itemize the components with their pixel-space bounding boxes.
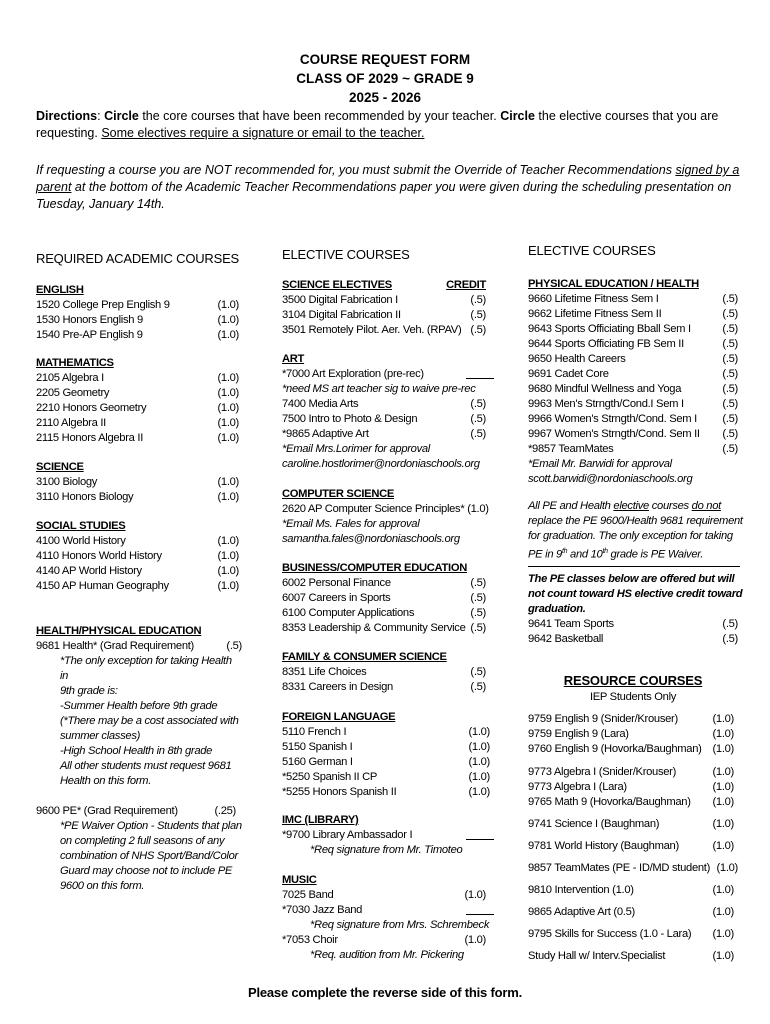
imc-title: IMC (LIBRARY)	[282, 814, 359, 826]
required-courses-heading: REQUIRED ACADEMIC COURSES	[36, 251, 240, 266]
course-row[interactable]: 9795 Skills for Success (1.0 - Lara) (1.0)	[528, 928, 734, 940]
footer-note: Please complete the reverse side of this form.	[247, 985, 523, 1000]
health-notes: *The only exception for taking Health in 9th grade is: -Summer Health before 9th grade (*There may be a cost associated with summer classes) -High School Health in 8th grade All other students must request 9681 Health on this form.	[60, 655, 239, 787]
course-row[interactable]: *9857 TeamMates (.5)	[528, 443, 738, 455]
course-row[interactable]: 4140 AP World History (1.0)	[36, 565, 239, 577]
english-section	[36, 283, 239, 343]
course-row[interactable]: Study Hall w/ Interv.Specialist (1.0)	[528, 950, 734, 962]
course-row[interactable]: *5255 Honors Spanish II (1.0)	[282, 786, 490, 798]
fcs-section	[282, 650, 486, 695]
course-row[interactable]: 9760 English 9 (Hovorka/Baughman) (1.0)	[528, 743, 734, 755]
course-row[interactable]: *7000 Art Exploration (pre-rec)	[282, 367, 494, 382]
music-title: MUSIC	[282, 874, 317, 886]
social-studies-title: SOCIAL STUDIES	[36, 520, 126, 532]
course-row[interactable]: 9642 Basketball (.5)	[528, 633, 738, 645]
imc-section: IMC (LIBRARY) *9700 Library Ambassador I *Req signature from Mr. Timoteo	[282, 813, 494, 858]
elective-courses-heading: ELECTIVE COURSES	[282, 247, 410, 262]
pe-nocredit-section: The PE classes below are offered but will not count toward HS elective credit toward graduation. 9641 Team Sports (.5) 9642 Basketball (.5)	[528, 573, 743, 645]
course-row[interactable]: 9773 Algebra I (Snider/Krouser) (1.0)	[528, 766, 734, 778]
course-row[interactable]: 9966 Women's Strngth/Cond. Sem I (.5)	[528, 413, 738, 425]
course-row[interactable]: 1520 College Prep English 9 (1.0)	[36, 299, 239, 311]
pe-health-section: PHYSICAL EDUCATION / HEALTH 9660 Lifetime Fitness Sem I (.5) 9662 Lifetime Fitness Sem II (.5) 9643 Sports Officiating Bball Sem I (.5) 9644 Sports Officiating FB Sem II (.5) 9650 Health Careers (.5) 9691 Cadet Core (.5) 9680 Mindful Wellness and Yoga (.5) 9963 Men's Strngth/Cond.I Sem I (.5) 9966 Women's Strngth/Cond. Sem I (.5) 9967 Women's Strngth/Cond. Sem II (.5) *9857 TeamMates (.5) *Email Mr. Barwidi for approval scott.barwidi@nordoniaschools.org	[528, 278, 738, 485]
course-row[interactable]: 2105 Algebra I (1.0)	[36, 372, 239, 384]
course-row[interactable]: 3100 Biology (1.0)	[36, 476, 239, 488]
health-pe-section	[36, 624, 242, 894]
foreign-language-title: FOREIGN LANGUAGE	[282, 711, 396, 723]
credit-label: CREDIT	[446, 279, 486, 291]
course-row[interactable]: 9643 Sports Officiating Bball Sem I (.5)	[528, 323, 738, 335]
divider	[528, 566, 740, 567]
course-row[interactable]: 9857 TeamMates (PE - ID/MD student) (1.0)	[528, 862, 738, 874]
course-row[interactable]: 8353 Leadership & Community Service (.5)	[282, 622, 486, 634]
art-title: ART	[282, 353, 305, 365]
course-row[interactable]: 2210 Honors Geometry (1.0)	[36, 402, 239, 414]
credit-blank-line	[466, 828, 494, 840]
course-row[interactable]: 2205 Geometry (1.0)	[36, 387, 239, 399]
course-row[interactable]: 6007 Careers in Sports (.5)	[282, 592, 486, 604]
science-title: SCIENCE	[36, 461, 84, 473]
course-row[interactable]: 9660 Lifetime Fitness Sem I (.5)	[528, 293, 738, 305]
course-row[interactable]: 9741 Science I (Baughman) (1.0)	[528, 818, 734, 830]
course-row[interactable]: 6100 Computer Applications (.5)	[282, 607, 486, 619]
computer-science-section: COMPUTER SCIENCE 2620 AP Computer Science Principles* (1.0) *Email Ms. Fales for approval samantha.fales@nordoniaschools.org	[282, 487, 494, 547]
course-row[interactable]: 4100 World History (1.0)	[36, 535, 239, 547]
school-year: 2025 - 2026	[348, 90, 422, 105]
credit-blank-line	[466, 367, 494, 379]
pe-elective-note: All PE and Health elective courses do not replace the PE 9600/Health 9681 requirement for graduation. The only exception for taking PE in 9th and 10th grade is PE Waiver.	[528, 500, 743, 561]
course-row[interactable]: 7400 Media Arts (.5)	[282, 398, 486, 410]
course-row[interactable]: 7025 Band (1.0)	[282, 889, 486, 901]
course-row[interactable]: 9865 Adaptive Art (0.5) (1.0)	[528, 906, 734, 918]
course-row[interactable]: 5150 Spanish I (1.0)	[282, 741, 490, 753]
course-row[interactable]: 3104 Digital Fabrication II (.5)	[282, 309, 486, 321]
course-row[interactable]: 3501 Remotely Pilot. Aer. Veh. (RPAV) (.5)	[282, 324, 486, 336]
course-row[interactable]: 4150 AP Human Geography (1.0)	[36, 580, 239, 592]
course-row[interactable]: 3500 Digital Fabrication I (.5)	[282, 294, 486, 306]
computer-science-title: COMPUTER SCIENCE	[282, 488, 395, 500]
course-row[interactable]: 1530 Honors English 9 (1.0)	[36, 314, 239, 326]
resource-subtitle: IEP Students Only	[589, 691, 677, 703]
business-section	[282, 561, 486, 636]
course-row[interactable]: 9662 Lifetime Fitness Sem II (.5)	[528, 308, 738, 320]
course-row[interactable]: 9781 World History (Baughman) (1.0)	[528, 840, 734, 852]
course-row[interactable]: 9680 Mindful Wellness and Yoga (.5)	[528, 383, 738, 395]
form-subtitle: CLASS OF 2029 ~ GRADE 9	[296, 71, 474, 86]
course-row[interactable]: 8351 Life Choices (.5)	[282, 666, 486, 678]
pe-waiver-notes: *PE Waiver Option - Students that plan on completing 2 full seasons of any combination of NHS Sport/Band/Color Guard may choose not to include PE 9600 on this form.	[60, 820, 242, 892]
foreign-language-section	[282, 710, 490, 800]
business-title: BUSINESS/COMPUTER EDUCATION	[282, 562, 467, 574]
math-title: MATHEMATICS	[36, 357, 114, 369]
course-row[interactable]: 8331 Careers in Design (.5)	[282, 681, 486, 693]
course-row[interactable]: 9759 English 9 (Snider/Krouser) (1.0)	[528, 713, 734, 725]
course-row[interactable]: 4110 Honors World History (1.0)	[36, 550, 239, 562]
course-row[interactable]: 2115 Honors Algebra II (1.0)	[36, 432, 239, 444]
course-row[interactable]: *9865 Adaptive Art (.5)	[282, 428, 486, 440]
course-row[interactable]: 9967 Women's Strngth/Cond. Sem II (.5)	[528, 428, 738, 440]
course-row[interactable]: *7053 Choir (1.0)	[282, 934, 486, 946]
credit-blank-line	[466, 903, 494, 915]
course-row[interactable]: 6002 Personal Finance (.5)	[282, 577, 486, 589]
course-row[interactable]: *5250 Spanish II CP (1.0)	[282, 771, 490, 783]
english-title: ENGLISH	[36, 284, 84, 296]
art-section: ART *7000 Art Exploration (pre-rec) *need MS art teacher sig to waive pre-rec 7400 Media Arts (.5) 7500 Intro to Photo & Design (.5) *9865 Adaptive Art (.5) *Email Mrs.Lorimer for approval caroline.hostlorimer@nordoniaschools.org	[282, 352, 494, 472]
course-row[interactable]: 2620 AP Computer Science Principles* (1.0)	[282, 503, 489, 515]
course-row[interactable]: 5110 French I (1.0)	[282, 726, 490, 738]
course-row[interactable]: 3110 Honors Biology (1.0)	[36, 491, 239, 503]
pe-health-title: PHYSICAL EDUCATION / HEALTH	[528, 278, 699, 290]
course-row[interactable]: 9691 Cadet Core (.5)	[528, 368, 738, 380]
directions: Directions: Circle the core courses that have been recommended by your teacher. Circle the elective courses that you are requesting. Some electives require a signature or email to the teacher.	[36, 109, 719, 140]
course-row[interactable]: *7030 Jazz Band	[282, 903, 494, 918]
health-pe-title: HEALTH/PHYSICAL EDUCATION	[36, 625, 202, 637]
science-electives-title: SCIENCE ELECTIVES	[282, 279, 392, 291]
science-electives-section	[282, 278, 486, 338]
directions-label: Directions	[36, 109, 98, 123]
course-row[interactable]: 5160 German I (1.0)	[282, 756, 490, 768]
math-section	[36, 356, 239, 446]
override-note: If requesting a course you are NOT recommended for, you must submit the Override of Teacher Recommendations signed by a parent at the bottom of the Academic Teacher Recommendations paper you were given during the scheduling presentation on Tuesday, January 14th.	[36, 163, 740, 211]
course-row[interactable]: 9600 PE* (Grad Requirement) (.25)	[36, 805, 236, 817]
course-row[interactable]: 1540 Pre-AP English 9 (1.0)	[36, 329, 239, 341]
course-row[interactable]: 9810 Intervention (1.0) (1.0)	[528, 884, 734, 896]
resource-courses-title: RESOURCE COURSES	[563, 673, 703, 688]
elective-courses-heading-2: ELECTIVE COURSES	[528, 243, 656, 258]
course-row[interactable]: 7500 Intro to Photo & Design (.5)	[282, 413, 486, 425]
course-row[interactable]: 2110 Algebra II (1.0)	[36, 417, 239, 429]
course-row[interactable]: 9765 Math 9 (Hovorka/Baughman) (1.0)	[528, 796, 734, 808]
social-studies-section	[36, 519, 239, 594]
course-row[interactable]: 9641 Team Sports (.5)	[528, 618, 738, 630]
course-row[interactable]: 9773 Algebra I (Lara) (1.0)	[528, 781, 734, 793]
course-row[interactable]: 9759 English 9 (Lara) (1.0)	[528, 728, 734, 740]
course-row[interactable]: *9700 Library Ambassador I	[282, 828, 494, 843]
course-row[interactable]: 9644 Sports Officiating FB Sem II (.5)	[528, 338, 738, 350]
course-row[interactable]: 9650 Health Careers (.5)	[528, 353, 738, 365]
fcs-title: FAMILY & CONSUMER SCIENCE	[282, 651, 447, 663]
music-section: MUSIC 7025 Band (1.0) *7030 Jazz Band *Req signature from Mrs. Schrembeck *7053 Choir (1.0) *Req. audition from Mr. Pickering	[282, 873, 494, 963]
course-row[interactable]: 9681 Health* (Grad Requirement) (.5)	[36, 640, 242, 652]
form-title: COURSE REQUEST FORM	[299, 52, 471, 67]
science-section	[36, 460, 239, 505]
course-row[interactable]: 9963 Men's Strngth/Cond.I Sem I (.5)	[528, 398, 738, 410]
resource-section	[528, 712, 738, 964]
